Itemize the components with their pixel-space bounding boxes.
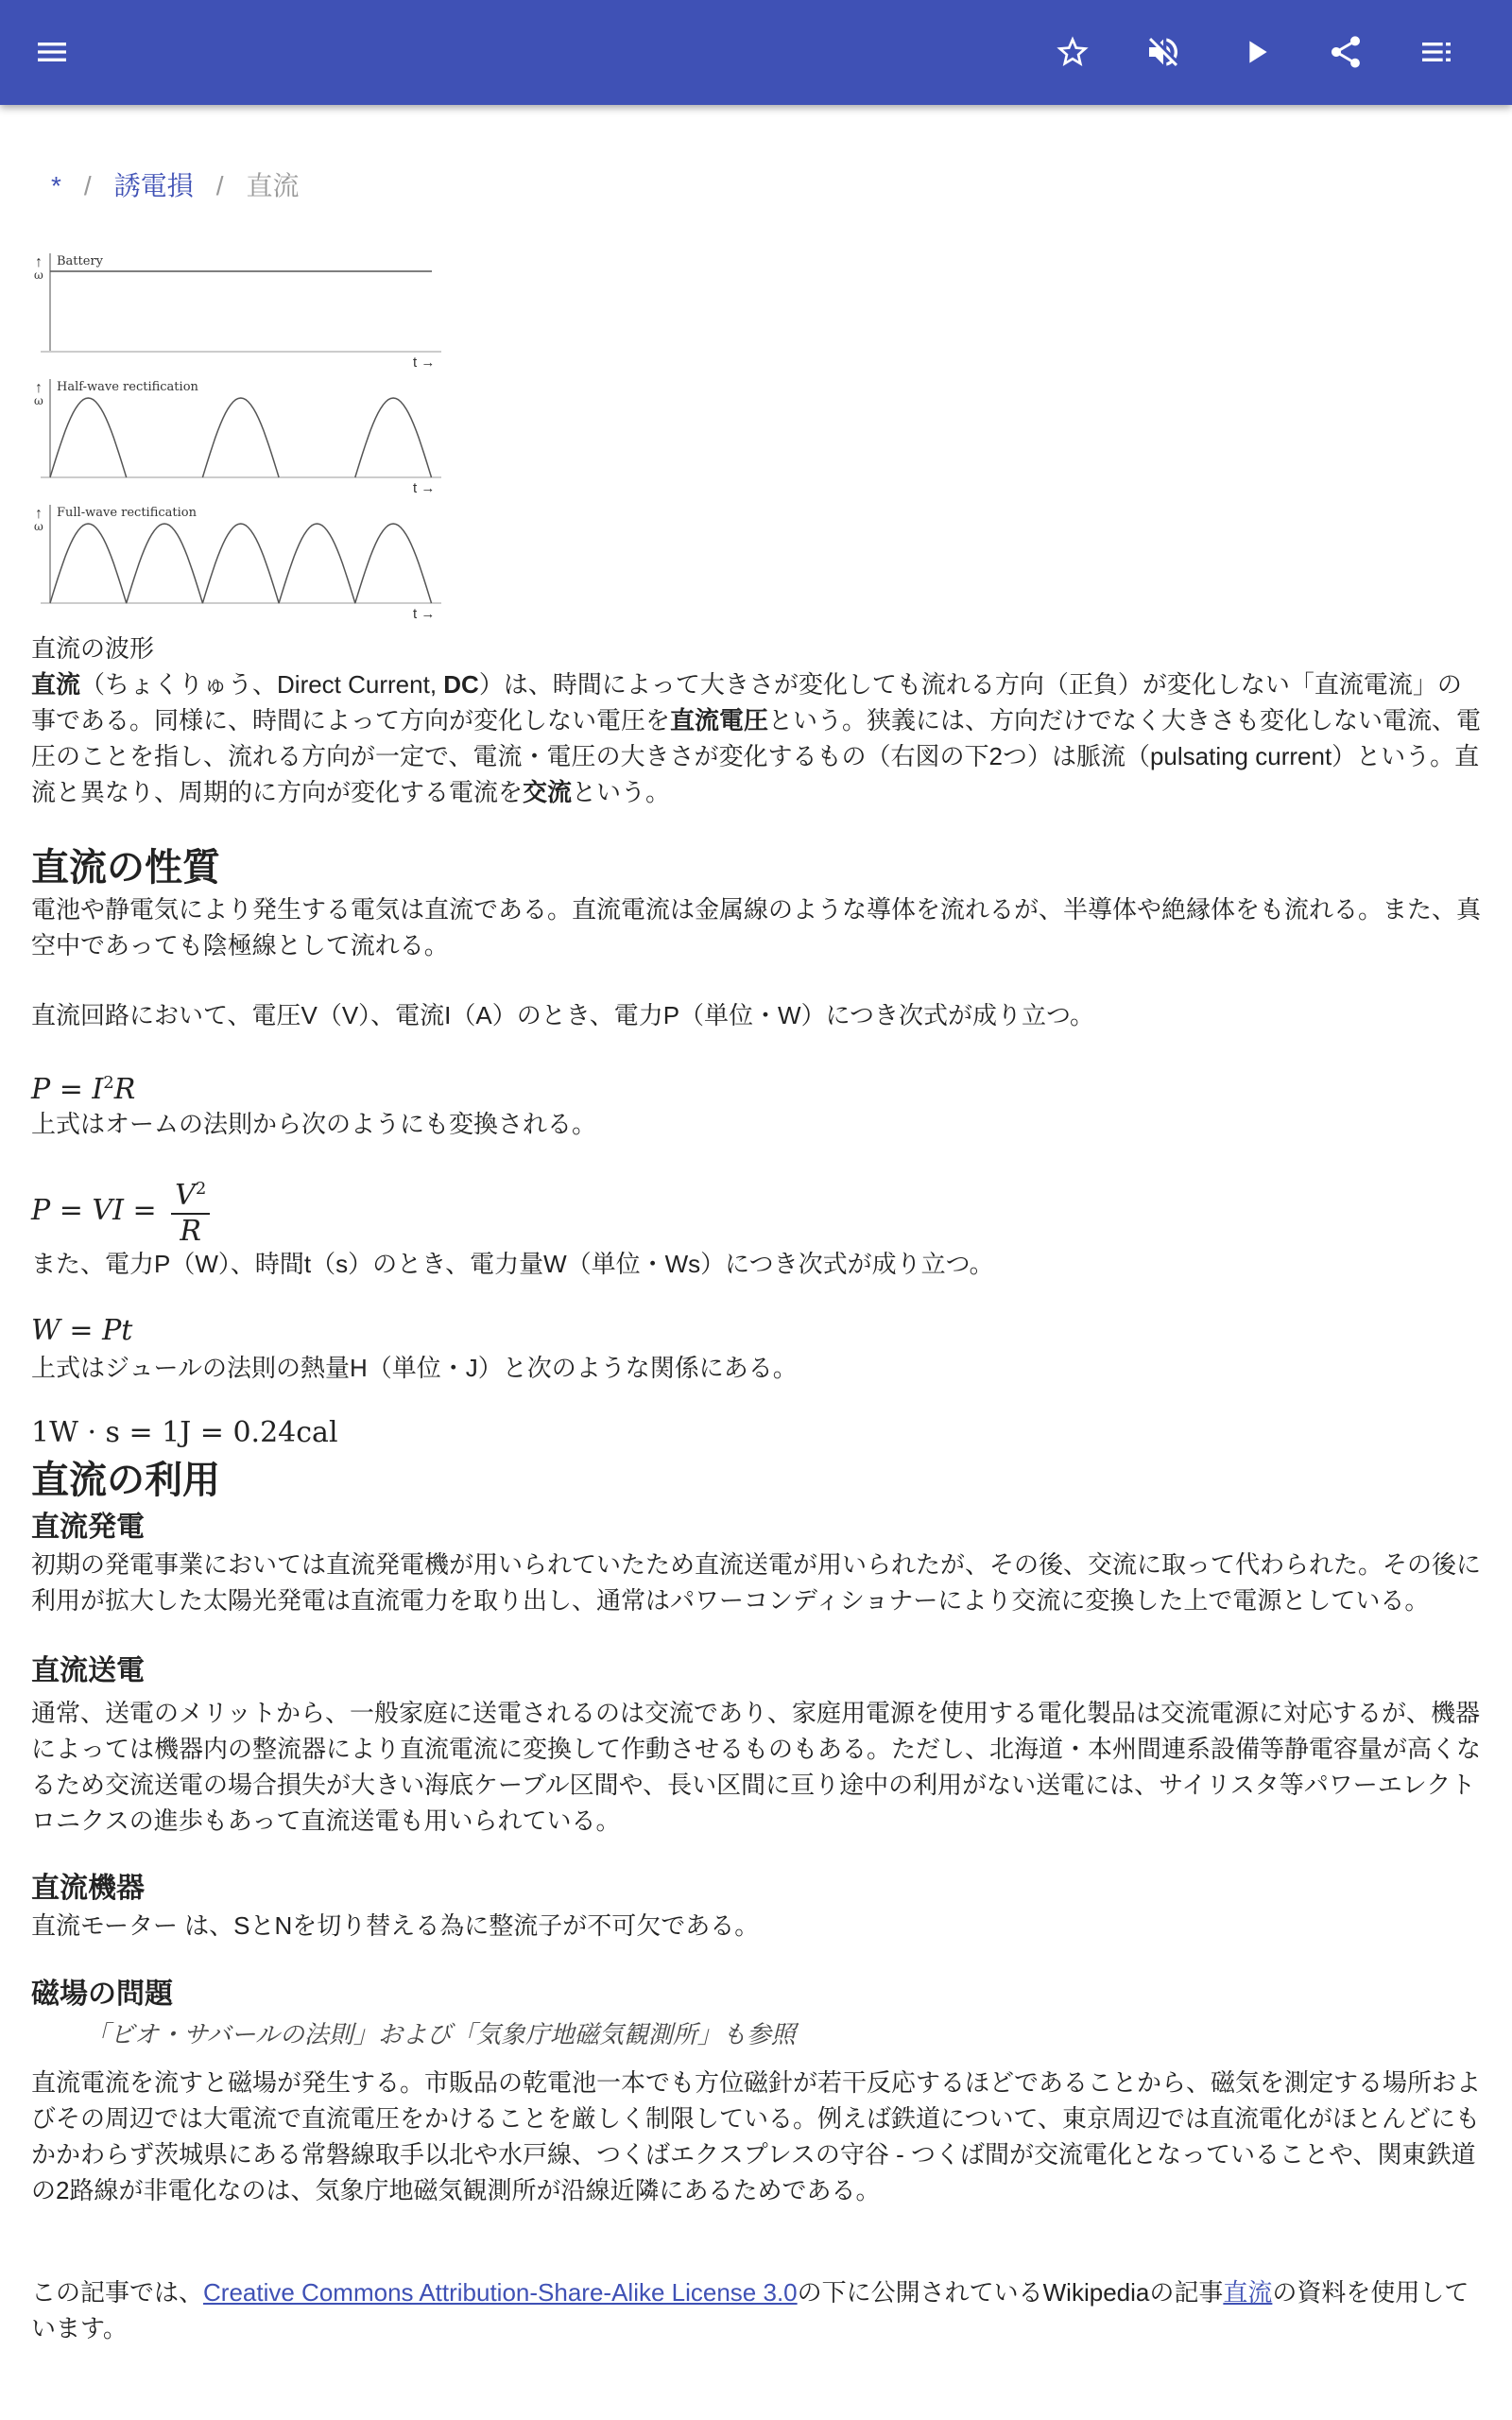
waveform-line [50,524,432,603]
paragraph: 上式はジュールの法則の熱量H（単位・J）と次のような関係にある。 [31,1354,798,1382]
star-icon[interactable] [1050,29,1095,75]
term-bold: 直流 [31,670,81,699]
intro-text: という。狭義には、方向だけでなく大きさも変化しない電流、電圧のことを指し、流れる方向が一定で、電流・電圧の大きさが変化するもの（右図の下2つ）は脈流（pulsating current）という。直流と異なり、周期的に方向が変化する電流を [31,706,1482,806]
breadcrumb-current: 直流 [246,171,300,200]
playlist-icon[interactable] [1414,29,1459,75]
paragraph: 初期の発電事業においては直流発電機が用いられていたため直流送電が用いられたが、その後、交流に取って代わられた。その後に利用が拡大した太陽光発電は直流電力を取り出し、通常はパワーコンディショナーにより交流に変換した上で電源としている。 [31,1550,1482,1615]
footer-text: の下に公開されているWikipediaの記事 [797,2278,1224,2307]
term-bold: 直流電圧 [670,706,769,735]
breadcrumb-separator: / [83,171,92,200]
math-var: R [113,1073,136,1106]
math-var: R [180,1215,201,1248]
y-symbol: ω [34,268,43,282]
intro-text: （ちょくりゅう、Direct Current, [80,670,444,699]
waveform-line [50,398,432,477]
formula-joule: 1W · s = 1J = 0.24cal [31,1416,338,1449]
waveform-figure [0,248,454,626]
breadcrumb-parent[interactable]: 誘電損 [113,171,194,200]
abbr-bold: DC [443,670,479,699]
math-var: VI [92,1193,124,1227]
paragraph: 通常、送電のメリットから、一般家庭に送電されるのは交流であり、家庭用電源を使用する電化製品は交流電源に対応するが、機器によっては機器内の整流器により直流電流に変換して作動させるものもある。ただし、北海道・本州間連系設備等静電容量が高くなるため交流送電の場合損失が大きい海底ケーブル区間や、長い区間に亘り途中の利用がない送電には、サイリスタ等パワーエレクトロニクスの進歩もあって直流送電も用いられている。 [31,1699,1482,1835]
share-icon[interactable] [1323,29,1368,75]
math-exp: 2 [103,1073,114,1093]
subsection-heading: 直流発電 [31,1512,145,1543]
section-heading: 直流の利用 [31,1460,220,1501]
intro-text: ）は、時間によって大きさが変化しても流れる方向（正負）が変化しない「直流電流」の事である。同様に、時間によって方向が変化しない電圧を [31,670,1462,735]
y-arrow: ↑ [35,506,43,522]
formula-power-i2r [31,1063,1482,1110]
panel-label: Half-wave rectification [57,380,198,394]
math-var: W [31,1314,60,1347]
paragraph: また、電力P（W）、時間t（s）のとき、電力量W（単位・Ws）につき次式が成り立つ。 [31,1250,994,1278]
y-arrow: ↑ [35,254,43,270]
math-op: = [50,1193,93,1227]
x-label: t → [413,354,436,371]
figure-caption: 直流の波形 [31,634,155,663]
y-arrow: ↑ [35,380,43,396]
volume-off-icon[interactable] [1141,29,1186,75]
math-fraction [171,1172,210,1249]
intro-text: という。 [572,778,671,806]
y-symbol: ω [34,520,43,533]
app-bar [0,0,1512,105]
math-op: = [50,1073,93,1106]
subsection-heading: 直流機器 [31,1873,145,1904]
see-also-note: 「ビオ・サバールの法則」および「気象庁地磁気観測所」も参照 [85,2020,796,2048]
math-var: P [31,1073,51,1106]
license-footer [31,2274,1482,2346]
x-label: t → [413,480,436,496]
math-op: = [60,1314,103,1347]
paragraph: 直流モーター は、SとNを切り替える為に整流子が不可欠である。 [31,1911,760,1940]
breadcrumb-home[interactable]: * [51,171,61,200]
math-op: = [123,1193,166,1227]
article-link[interactable]: 直流 [1223,2278,1273,2307]
math-var: V [175,1179,196,1212]
breadcrumb-separator: / [215,171,224,200]
paragraph: 上式はオームの法則から次のようにも変換される。 [31,1110,597,1138]
intro-paragraph [31,666,1482,810]
footer-text: この記事では、 [31,2278,204,2307]
section-heading: 直流の性質 [31,847,220,889]
formula-energy [31,1311,1482,1351]
x-label: t → [413,606,436,622]
hamburger-menu-icon[interactable] [29,29,75,75]
panel-label: Full-wave rectification [57,506,198,520]
math-exp: 2 [195,1179,207,1199]
paragraph: 直流電流を流すと磁場が発生する。市販品の乾電池一本でも方位磁針が若干反応するほどであることから、磁気を測定する場所およびその周辺では大電流で直流電圧をかけることを厳しく制限している。例えば鉄道について、東京周辺では直流電化がほとんどにもかかわらず茨城県にある常磐線取手以北や水戸線、つくばエクスプレスの守谷 - つくば間が交流電化となっていることや、関東鉄道の2路線が非電化なのは、気象庁地磁気観測所が沿線近隣にあるためである。 [31,2068,1482,2204]
license-link[interactable]: Creative Commons Attribution-Share-Alike License 3.0 [203,2278,798,2307]
formula-power-vi [31,1172,1482,1249]
term-bold: 交流 [523,778,573,806]
math-var: Pt [102,1314,133,1347]
play-icon[interactable] [1233,29,1279,75]
paragraph: 電池や静電気により発生する電気は直流である。直流電流は金属線のような導体を流れるが、半導体や絶縁体をも流れる。また、真空中であっても陰極線として流れる。 [31,895,1482,959]
panel-label: Battery [57,254,104,268]
paragraph: 直流回路において、電圧V（V）、電流I（A）のとき、電力P（単位・W）につき次式が成り立つ。 [31,1001,1095,1029]
math-var: P [31,1193,51,1227]
subsection-heading: 磁場の問題 [31,1979,173,2010]
subsection-heading: 直流送電 [31,1655,145,1686]
math-var: I [92,1073,104,1106]
breadcrumb [51,168,300,204]
y-symbol: ω [34,394,43,407]
footer-text: の資料を使用しています。 [31,2278,1469,2342]
